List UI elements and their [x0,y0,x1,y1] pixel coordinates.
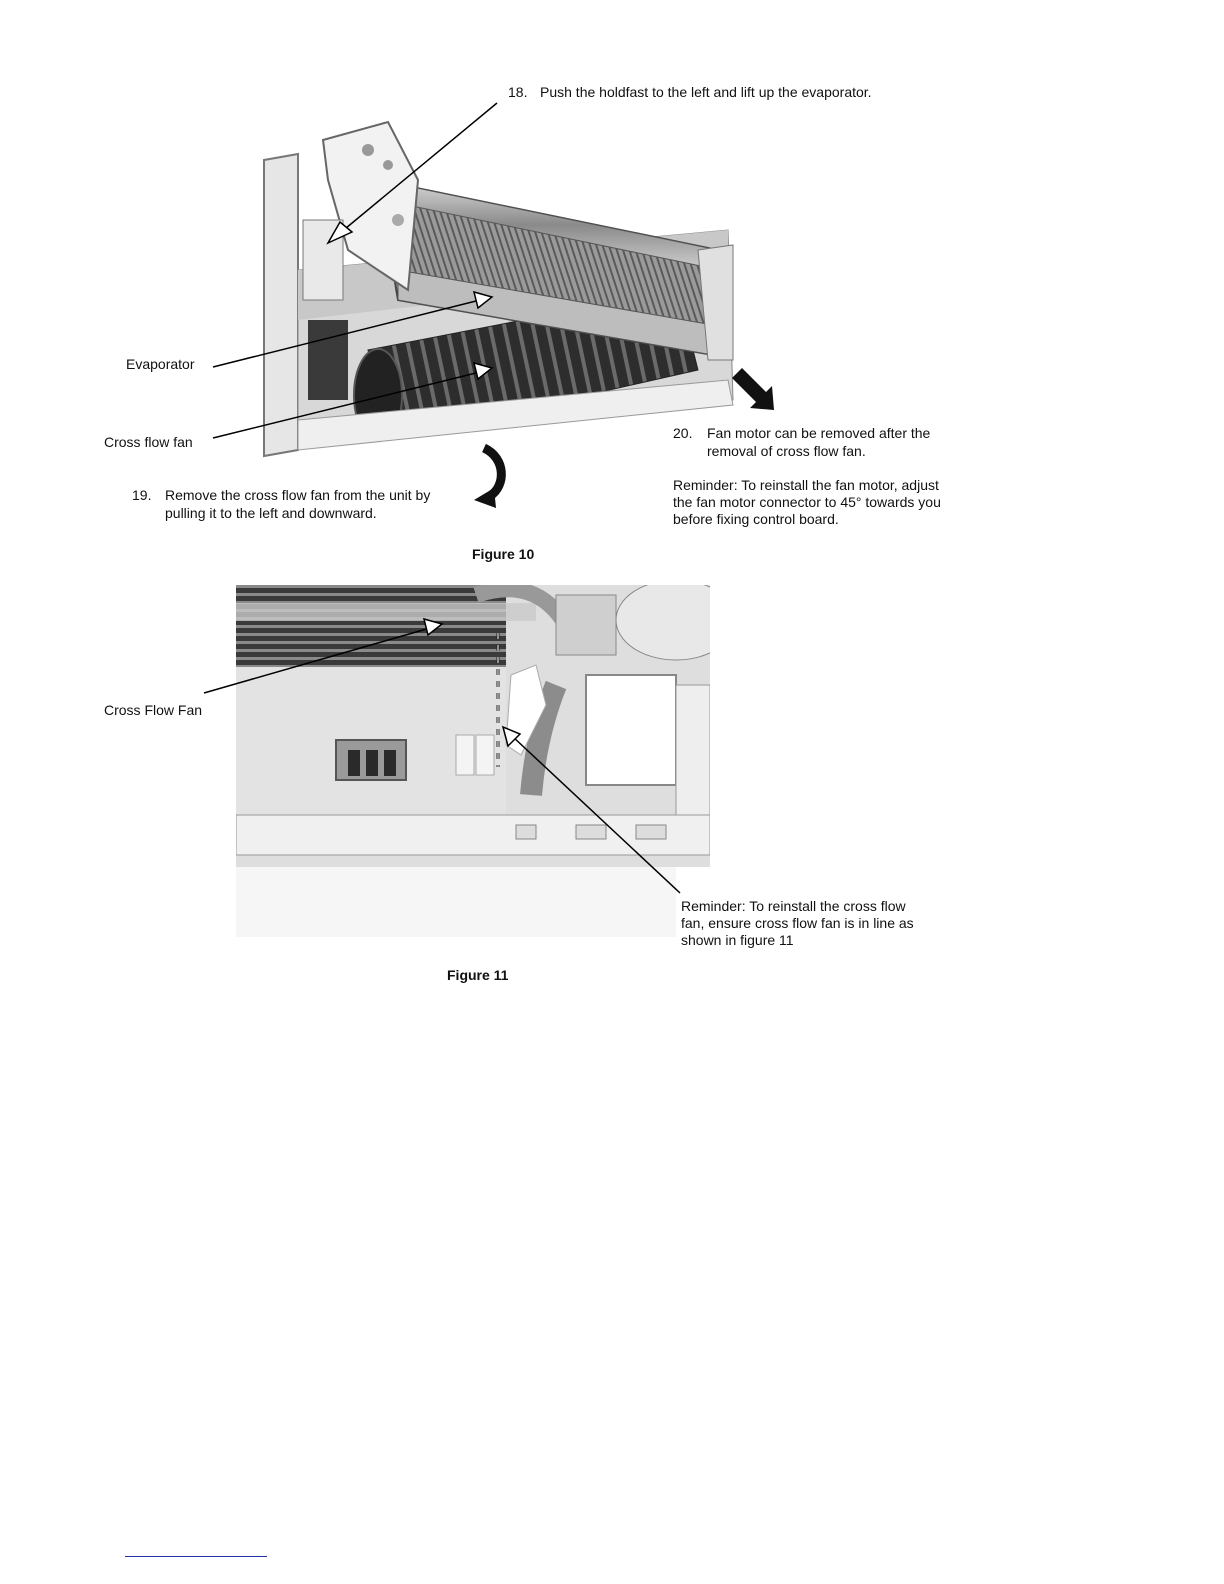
fan-motor-reminder-line-3: before fixing control board. [673,511,839,527]
figure-11-caption: Figure 11 [447,967,509,983]
cross-flow-fan-label: Cross flow fan [104,434,193,450]
figure-10-caption: Figure 10 [472,546,535,562]
cross-flow-reminder-line-3: shown in figure 11 [681,932,794,948]
figure-10-photo [258,120,738,460]
step-19-line-2: pulling it to the left and downward. [165,505,377,521]
step-20-number: 20. [673,425,693,441]
evaporator-unit-illustration [258,120,738,460]
cross-flow-reminder-line-1: Reminder: To reinstall the cross flow [681,898,906,914]
photo-shadow-area [236,867,676,937]
step-20-line-1: Fan motor can be removed after the [707,425,931,441]
cross-flow-fan-fig11-label: Cross Flow Fan [104,702,203,718]
step-19-line-1: Remove the cross flow fan from the unit by [165,487,431,503]
fan-alignment-illustration [236,585,710,867]
footer-rule [125,1556,267,1557]
evaporator-label: Evaporator [126,356,195,372]
fan-motor-reminder-line-1: Reminder: To reinstall the fan motor, adjust [673,477,939,493]
fan-motor-reminder-line-2: the fan motor connector to 45° towards you [673,494,941,510]
step-18-text: Push the holdfast to the left and lift up the evaporator. [540,84,872,100]
step-18-number: 18. [508,84,528,100]
step-19-number: 19. [132,487,152,503]
cross-flow-reminder-line-2: fan, ensure cross flow fan is in line as [681,915,914,931]
fan-motor-removal-arrow-icon [732,368,774,410]
figure-11-photo [236,585,710,867]
step-20-line-2: removal of cross flow fan. [707,443,866,459]
